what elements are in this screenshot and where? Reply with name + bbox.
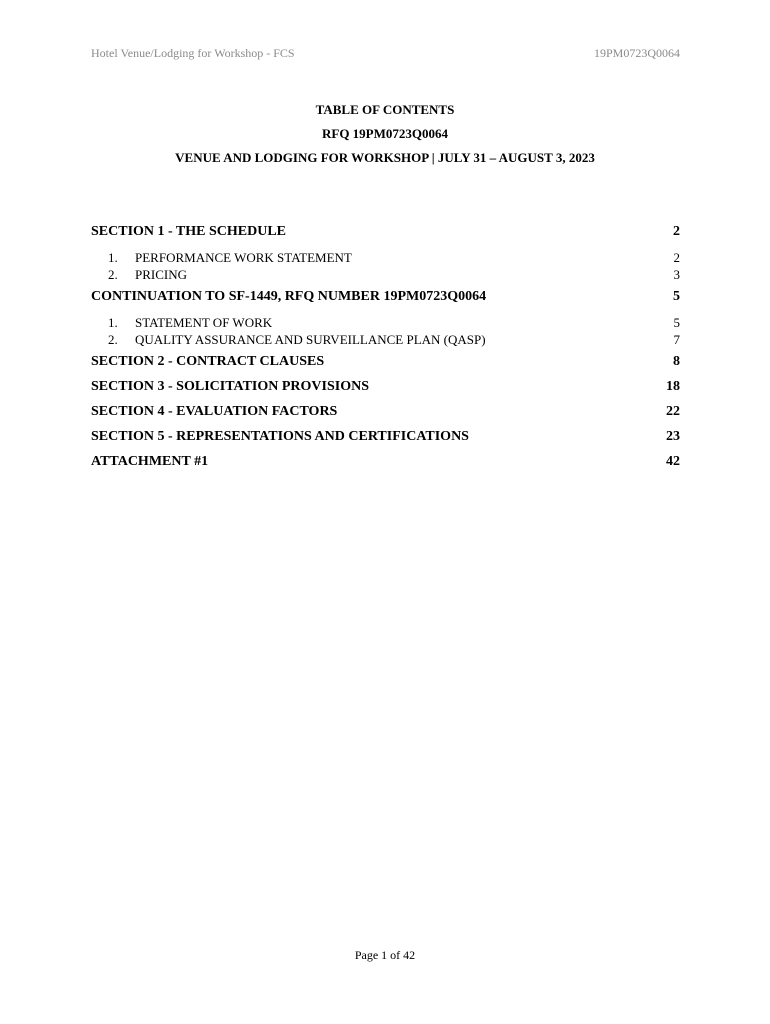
toc-entry-section-3[interactable]	[91, 377, 680, 402]
toc-entry-number: 2.	[108, 332, 118, 347]
running-header	[91, 46, 680, 61]
toc-entry-page: 7	[673, 332, 680, 347]
toc-entry-title: ATTACHMENT #1	[91, 454, 209, 469]
toc-entry-title: STATEMENT OF WORK	[135, 315, 273, 330]
toc-entry-section-5[interactable]	[91, 427, 680, 452]
toc-entry-title: QUALITY ASSURANCE AND SURVEILLANCE PLAN (QASP)	[135, 332, 486, 347]
toc-entry-attachment-1[interactable]	[91, 452, 680, 477]
toc-entry-page: 3	[673, 267, 680, 282]
toc-entry-page: 8	[673, 354, 680, 369]
toc-heading: TABLE OF CONTENTS	[315, 102, 455, 117]
toc-entry-title: SECTION 2 - CONTRACT CLAUSES	[91, 354, 325, 369]
toc-entry-page: 23	[666, 429, 680, 444]
toc-entry-title: PERFORMANCE WORK STATEMENT	[135, 250, 352, 265]
workshop-subtitle: VENUE AND LODGING FOR WORKSHOP | JULY 31 – AUGUST 3, 2023	[175, 150, 595, 165]
toc-entry-page: 2	[673, 224, 680, 239]
toc-entry-page: 42	[666, 454, 680, 469]
header-document-title: Hotel Venue/Lodging for Workshop - FCS	[91, 46, 295, 60]
toc-entry-qasp[interactable]	[91, 331, 680, 348]
toc-entry-title: CONTINUATION TO SF-1449, RFQ NUMBER 19PM0723Q0064	[91, 289, 487, 304]
toc-title-block	[0, 101, 770, 173]
toc-entry-section-1[interactable]	[91, 222, 680, 247]
toc-entry-title: SECTION 5 - REPRESENTATIONS AND CERTIFICATIONS	[91, 429, 469, 444]
toc-entry-page: 2	[673, 250, 680, 265]
toc-entry-section-2[interactable]	[91, 352, 680, 377]
toc-entry-pricing[interactable]	[91, 266, 680, 283]
toc-entry-page: 5	[673, 315, 680, 330]
toc-entry-performance-work-statement[interactable]	[91, 249, 680, 266]
rfq-number: RFQ 19PM0723Q0064	[321, 126, 448, 141]
toc-entry-number: 1.	[108, 250, 118, 265]
page-number-footer: Page 1 of 42	[354, 948, 416, 962]
toc-entry-number: 2.	[108, 267, 118, 282]
header-solicitation-number: 19PM0723Q0064	[593, 46, 680, 60]
toc-entry-title: SECTION 4 - EVALUATION FACTORS	[91, 404, 338, 419]
toc-entry-statement-of-work[interactable]	[91, 314, 680, 331]
toc-entry-title: SECTION 1 - THE SCHEDULE	[91, 224, 287, 239]
toc-entry-page: 22	[666, 404, 680, 419]
toc-entry-page: 5	[673, 289, 680, 304]
toc-entry-page: 18	[666, 379, 680, 394]
table-of-contents	[91, 222, 680, 477]
toc-entry-number: 1.	[108, 315, 118, 330]
toc-entry-section-4[interactable]	[91, 402, 680, 427]
toc-entry-title: PRICING	[135, 267, 188, 282]
toc-entry-title: SECTION 3 - SOLICITATION PROVISIONS	[91, 379, 369, 394]
toc-entry-continuation[interactable]	[91, 287, 680, 312]
